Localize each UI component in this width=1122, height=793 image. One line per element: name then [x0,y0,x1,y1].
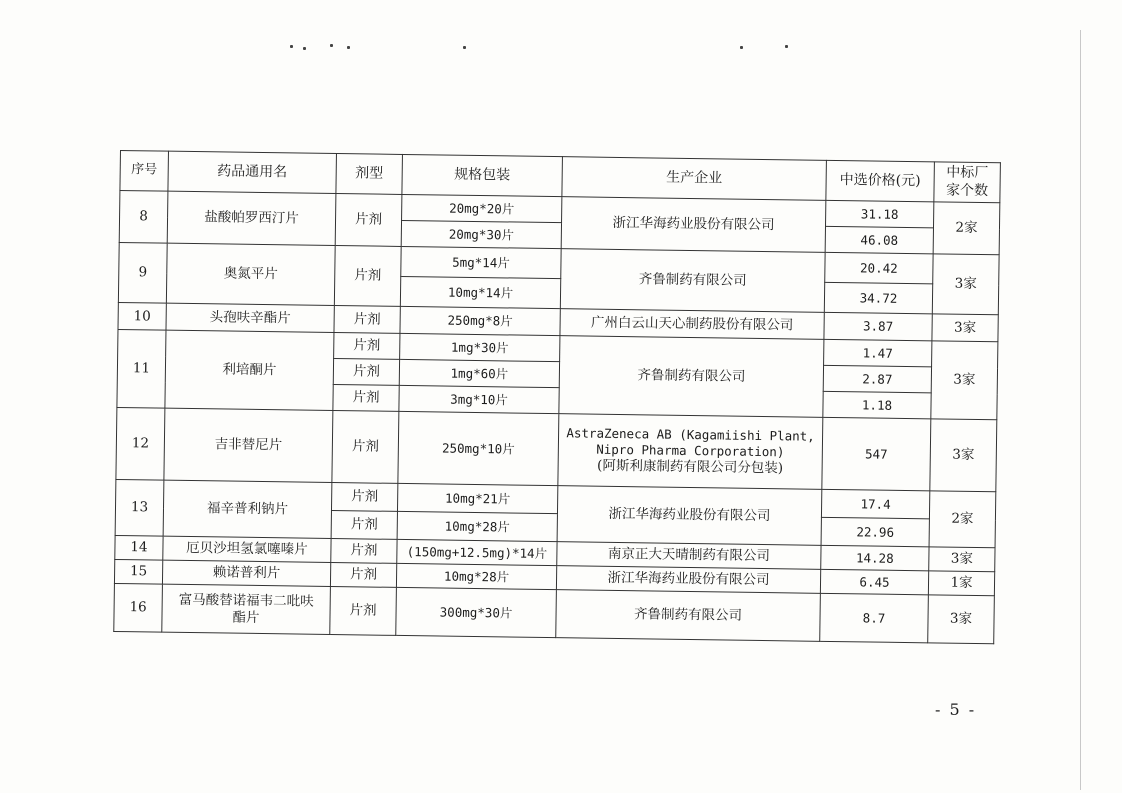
spec-cell: 1mg*60片 [399,359,559,387]
drug-name-cell: 厄贝沙坦氢氯噻嗪片 [163,536,331,562]
price-cell: 2.87 [823,365,931,393]
header-drug: 药品通用名 [168,151,337,193]
seq-cell: 13 [115,479,164,536]
drug-name-cell: 利培酮片 [165,330,334,410]
maker-cell [558,414,823,490]
scan-speck [740,46,743,49]
form-cell: 片剂 [330,586,397,635]
page-number: - 5 - [935,700,977,719]
form-cell: 片剂 [331,510,397,539]
scan-speck [347,46,350,49]
maker-cell: 浙江华海药业股份有限公司 [557,486,822,546]
scan-speck [463,46,466,49]
header-seq: 序号 [120,151,169,192]
form-cell: 片剂 [330,562,396,587]
maker-line: Nipro Pharma Corporation) [596,441,785,460]
spec-cell: 250mg*8片 [400,306,560,335]
seq-cell: 14 [115,535,163,560]
spec-cell: 10mg*21片 [397,483,557,513]
count-cell: 3家 [932,254,999,315]
maker-line: (阿斯利康制药有限公司分包装) [597,457,784,476]
price-cell: 20.42 [825,252,933,284]
count-cell: 1家 [928,571,994,596]
scan-speck [303,47,306,50]
form-cell: 片剂 [332,410,399,483]
price-cell: 22.96 [821,517,929,547]
price-cell: 3.87 [824,312,932,341]
scan-speck [330,44,333,47]
page-edge [1080,30,1081,790]
form-cell: 片剂 [333,385,399,412]
price-cell: 34.72 [824,282,932,314]
spec-cell: 5mg*14片 [401,246,561,278]
maker-cell: 齐鲁制药有限公司 [559,336,824,418]
drug-name-cell: 盐酸帕罗西汀片 [167,191,336,245]
header-spec: 规格包装 [402,154,563,196]
maker-cell: 南京正大天晴制药有限公司 [557,542,821,570]
form-cell: 片剂 [333,359,399,386]
maker-cell: 浙江华海药业股份有限公司 [556,566,820,594]
spec-cell: 1mg*30片 [400,333,560,361]
table-row [116,407,997,491]
seq-cell: 9 [118,242,167,303]
drug-name-cell: 赖诺普利片 [162,560,330,586]
form-cell: 片剂 [331,482,397,511]
price-cell: 1.18 [823,391,931,419]
price-cell: 1.47 [824,339,932,367]
header-count: 中标厂家个数 [934,162,1001,203]
price-cell: 6.45 [820,569,928,595]
maker-cell: 齐鲁制药有限公司 [560,249,825,313]
form-cell: 片剂 [334,333,400,360]
spec-cell: 300mg*30片 [396,587,557,637]
price-cell: 14.28 [821,545,929,571]
drug-name-cell: 头孢呋辛酯片 [166,303,334,332]
maker-line: AstraZeneca AB (Kagamiishi Plant, [566,425,815,445]
header-form: 剂型 [336,154,403,195]
drug-price-table [113,150,1001,644]
seq-cell: 15 [114,559,162,584]
spec-cell: 3mg*10片 [399,385,559,413]
scan-speck [290,45,293,48]
header-maker: 生产企业 [562,157,827,201]
spec-cell: 10mg*28片 [397,511,557,541]
seq-cell: 10 [118,302,166,330]
drug-name-cell: 富马酸替诺福韦二吡呋酯片 [162,584,331,634]
maker-cell: 齐鲁制药有限公司 [556,590,821,642]
form-cell: 片剂 [335,194,402,247]
drug-name-cell: 奥氮平片 [166,243,335,305]
form-cell: 片剂 [334,306,400,334]
price-cell: 8.7 [820,593,929,643]
drug-name-cell: 吉非替尼片 [164,408,333,482]
header-price: 中选价格(元) [826,160,935,202]
spec-cell: 250mg*10片 [398,411,559,485]
seq-cell: 11 [117,329,166,408]
count-cell: 2家 [933,202,1000,255]
price-cell: 547 [822,417,931,491]
price-cell: 46.08 [825,226,933,254]
maker-cell: 广州白云山天心制药股份有限公司 [560,309,824,340]
scan-speck [785,45,788,48]
spec-cell: 10mg*14片 [400,276,560,308]
price-cell: 17.4 [821,489,929,519]
count-cell: 3家 [929,547,995,572]
maker-cell: 浙江华海药业股份有限公司 [561,197,826,253]
form-cell: 片剂 [334,246,401,307]
count-cell: 3家 [931,341,998,420]
count-cell: 3家 [928,595,995,644]
count-cell: 3家 [932,314,998,342]
spec-cell: 10mg*28片 [396,563,556,589]
spec-cell: (150mg+12.5mg)*14片 [397,539,557,565]
form-cell: 片剂 [331,538,397,563]
seq-cell: 8 [119,191,168,244]
price-cell: 31.18 [826,200,934,228]
spec-cell: 20mg*20片 [402,194,562,222]
seq-cell: 12 [116,407,165,480]
count-cell: 3家 [930,419,997,492]
drug-name-cell: 福辛普利钠片 [163,480,332,538]
count-cell: 2家 [929,491,996,548]
seq-cell: 16 [114,583,163,632]
spec-cell: 20mg*30片 [401,220,561,248]
